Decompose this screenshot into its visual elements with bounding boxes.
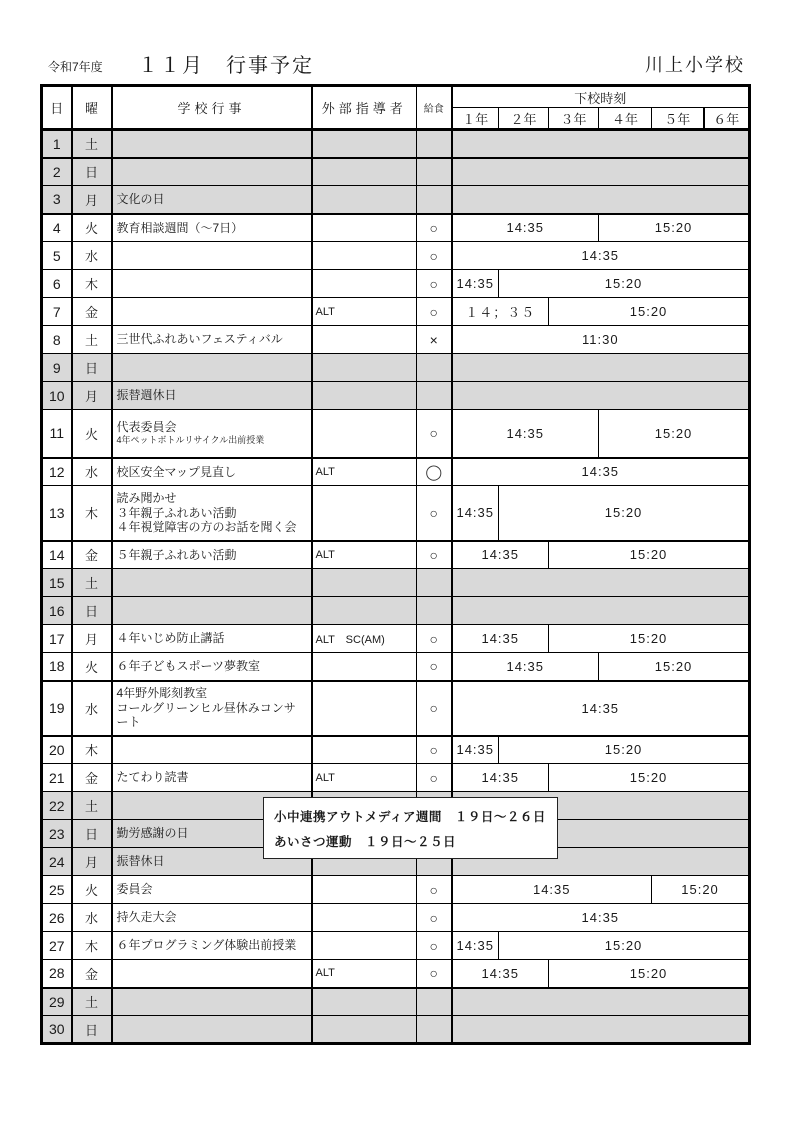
weekday-cell: 金 (72, 298, 112, 326)
lunch-cell (417, 130, 452, 158)
table-row (42, 382, 750, 410)
day-cell: 5 (42, 242, 72, 270)
dismissal-cell: 15:20 (549, 541, 750, 569)
header-lunch: 給食 (417, 86, 452, 130)
day-cell: 24 (42, 848, 72, 876)
dismissal-cell: 14:35 (452, 904, 750, 932)
dismissal-cell: 15:20 (599, 214, 750, 242)
instructor-cell (312, 736, 417, 764)
day-cell: 27 (42, 932, 72, 960)
instructor-cell (312, 932, 417, 960)
event-cell (112, 681, 312, 736)
weekday-cell: 水 (72, 681, 112, 736)
day-cell: 8 (42, 326, 72, 354)
lunch-cell (417, 186, 452, 214)
instructor-cell (312, 1016, 417, 1044)
instructor-cell: ALT (312, 458, 417, 486)
event-cell (112, 382, 312, 410)
weekday-cell: 水 (72, 242, 112, 270)
event-cell (112, 569, 312, 597)
day-cell: 14 (42, 541, 72, 569)
table-row (42, 486, 750, 541)
dismissal-cell: 14:35 (452, 681, 750, 736)
day-cell: 23 (42, 820, 72, 848)
dismissal-cell (452, 382, 750, 410)
header-day: 日 (42, 86, 72, 130)
weekday-cell: 土 (72, 792, 112, 820)
event-text: 委員会 (116, 882, 153, 897)
weekday-cell: 火 (72, 653, 112, 681)
weekday-cell: 土 (72, 569, 112, 597)
day-cell: 11 (42, 410, 72, 458)
schedule-body (42, 130, 750, 1044)
event-text: 持久走大会 (116, 910, 177, 925)
dismissal-cell (452, 186, 750, 214)
table-row (42, 1016, 750, 1044)
event-cell (112, 410, 312, 458)
table-row (42, 653, 750, 681)
event-cell (112, 326, 312, 354)
event-cell (112, 158, 312, 186)
instructor-cell (312, 597, 417, 625)
header-weekday: 曜 (72, 86, 112, 130)
dismissal-cell: 14:35 (452, 932, 499, 960)
event-text: ３年親子ふれあい活動 (116, 505, 237, 520)
weekday-cell: 火 (72, 876, 112, 904)
table-row (42, 354, 750, 382)
table-row (42, 541, 750, 569)
lunch-cell: ○ (417, 904, 452, 932)
overlay-note-box (263, 797, 558, 859)
event-text: ６年子どもスポーツ夢教室 (116, 659, 261, 674)
weekday-cell: 金 (72, 960, 112, 988)
dismissal-cell: 14:35 (452, 541, 549, 569)
event-text: コールグリーンヒル昼休みコンサート (116, 700, 296, 730)
lunch-cell (417, 158, 452, 186)
event-text: ６年プログラミング体験出前授業 (116, 938, 297, 953)
dismissal-cell (452, 597, 750, 625)
day-cell: 16 (42, 597, 72, 625)
event-cell (112, 354, 312, 382)
header-event: 学校行事 (112, 86, 312, 130)
event-cell (112, 130, 312, 158)
day-cell: 6 (42, 270, 72, 298)
header-instructor: 外部指導者 (312, 86, 417, 130)
event-text: ４年視覚障害の方のお話を聞く会 (116, 519, 297, 534)
day-cell: 28 (42, 960, 72, 988)
weekday-cell: 土 (72, 130, 112, 158)
dismissal-cell: 14:35 (452, 410, 599, 458)
weekday-cell: 水 (72, 904, 112, 932)
table-row (42, 214, 750, 242)
day-cell: 21 (42, 764, 72, 792)
day-cell: 3 (42, 186, 72, 214)
event-cell (112, 625, 312, 653)
event-text: ５年親子ふれあい活動 (116, 547, 237, 562)
day-cell: 9 (42, 354, 72, 382)
dismissal-cell: 14:35 (452, 764, 549, 792)
instructor-cell (312, 270, 417, 298)
lunch-cell: ○ (417, 242, 452, 270)
day-cell: 17 (42, 625, 72, 653)
event-cell (112, 988, 312, 1016)
header-row-main (42, 86, 750, 108)
lunch-cell: ○ (417, 625, 452, 653)
header-dismissal-time: 下校時刻 (452, 86, 750, 108)
dismissal-cell (452, 130, 750, 158)
weekday-cell: 日 (72, 354, 112, 382)
event-text: 勤労感謝の日 (116, 826, 189, 841)
weekday-cell: 月 (72, 186, 112, 214)
event-cell (112, 764, 312, 792)
instructor-cell (312, 681, 417, 736)
dismissal-cell: 15:20 (499, 486, 750, 541)
event-cell (112, 242, 312, 270)
instructor-cell: ALT SC(AM) (312, 625, 417, 653)
header-grade-6: ６年 (704, 108, 750, 130)
event-cell (112, 270, 312, 298)
table-row (42, 569, 750, 597)
lunch-cell: ○ (417, 298, 452, 326)
weekday-cell: 日 (72, 597, 112, 625)
weekday-cell: 水 (72, 458, 112, 486)
day-cell: 26 (42, 904, 72, 932)
page-title: １１月 行事予定 (138, 55, 314, 77)
weekday-cell: 月 (72, 382, 112, 410)
dismissal-cell (452, 569, 750, 597)
note-line-greeting-campaign: あいさつ運動 １９日～２５日 (274, 834, 457, 849)
instructor-cell: ALT (312, 298, 417, 326)
event-text: 4年ペットボトルリサイクル出前授業 (116, 434, 265, 445)
day-cell: 13 (42, 486, 72, 541)
instructor-cell (312, 158, 417, 186)
event-text: 振替週休日 (116, 388, 177, 403)
weekday-cell: 日 (72, 158, 112, 186)
instructor-cell (312, 876, 417, 904)
table-row (42, 988, 750, 1016)
lunch-cell: ○ (417, 270, 452, 298)
table-row (42, 242, 750, 270)
table-row (42, 130, 750, 158)
weekday-cell: 木 (72, 932, 112, 960)
event-cell (112, 736, 312, 764)
instructor-cell (312, 904, 417, 932)
table-row (42, 298, 750, 326)
instructor-cell (312, 242, 417, 270)
table-row (42, 326, 750, 354)
instructor-cell (312, 410, 417, 458)
event-cell (112, 876, 312, 904)
weekday-cell: 月 (72, 848, 112, 876)
lunch-cell (417, 988, 452, 1016)
dismissal-cell (452, 354, 750, 382)
dismissal-cell: 15:20 (499, 270, 750, 298)
dismissal-cell: 15:20 (549, 298, 750, 326)
dismissal-cell (452, 988, 750, 1016)
table-row (42, 597, 750, 625)
lunch-cell: ○ (417, 876, 452, 904)
lunch-cell: × (417, 326, 452, 354)
instructor-cell (312, 486, 417, 541)
day-cell: 1 (42, 130, 72, 158)
dismissal-cell: 14:35 (452, 270, 499, 298)
table-row (42, 932, 750, 960)
instructor-cell (312, 326, 417, 354)
lunch-cell: ○ (417, 486, 452, 541)
lunch-cell: ○ (417, 653, 452, 681)
instructor-cell (312, 569, 417, 597)
weekday-cell: 日 (72, 1016, 112, 1044)
event-text: 代表委員会 (116, 420, 177, 435)
lunch-cell: ○ (417, 764, 452, 792)
dismissal-cell: 15:20 (652, 876, 750, 904)
table-header (42, 86, 750, 130)
lunch-cell (417, 569, 452, 597)
lunch-cell: ○ (417, 932, 452, 960)
header-grade-2: ２年 (499, 108, 549, 130)
dismissal-cell: 14:35 (452, 625, 549, 653)
instructor-cell: ALT (312, 960, 417, 988)
dismissal-cell: 11:30 (452, 326, 750, 354)
lunch-cell: ○ (417, 960, 452, 988)
event-cell (112, 1016, 312, 1044)
lunch-cell (417, 1016, 452, 1044)
table-row (42, 960, 750, 988)
event-cell (112, 458, 312, 486)
instructor-cell (312, 988, 417, 1016)
day-cell: 2 (42, 158, 72, 186)
table-row (42, 904, 750, 932)
weekday-cell: 木 (72, 270, 112, 298)
header-grade-5: ５年 (652, 108, 704, 130)
header-grade-3: ３年 (549, 108, 599, 130)
school-name: 川上小学校 (645, 55, 745, 75)
event-text: たてわり読書 (116, 770, 189, 785)
event-cell (112, 653, 312, 681)
dismissal-cell: １４；３５ (452, 298, 549, 326)
day-cell: 20 (42, 736, 72, 764)
weekday-cell: 土 (72, 988, 112, 1016)
dismissal-cell: 14:35 (452, 960, 549, 988)
table-row (42, 681, 750, 736)
instructor-cell: ALT (312, 764, 417, 792)
schedule-table (40, 84, 751, 1045)
fiscal-year-label: 令和7年度 (48, 60, 103, 74)
event-text: 校区安全マップ見直し (116, 464, 237, 479)
dismissal-cell: 15:20 (599, 653, 750, 681)
weekday-cell: 土 (72, 326, 112, 354)
weekday-cell: 金 (72, 541, 112, 569)
event-cell (112, 904, 312, 932)
day-cell: 29 (42, 988, 72, 1016)
day-cell: 25 (42, 876, 72, 904)
dismissal-cell: 15:20 (499, 736, 750, 764)
instructor-cell (312, 214, 417, 242)
day-cell: 18 (42, 653, 72, 681)
event-cell (112, 186, 312, 214)
weekday-cell: 火 (72, 410, 112, 458)
table-row (42, 186, 750, 214)
event-text: 三世代ふれあいフェスティバル (116, 332, 283, 347)
lunch-cell: ○ (417, 214, 452, 242)
dismissal-cell: 14:35 (452, 242, 750, 270)
table-row (42, 410, 750, 458)
table-row (42, 158, 750, 186)
table-row (42, 270, 750, 298)
dismissal-cell: 14:35 (452, 876, 652, 904)
instructor-cell (312, 354, 417, 382)
instructor-cell (312, 130, 417, 158)
weekday-cell: 金 (72, 764, 112, 792)
event-text: 教育相談週間（～7日） (116, 220, 244, 235)
day-cell: 15 (42, 569, 72, 597)
table-row (42, 625, 750, 653)
dismissal-cell: 14:35 (452, 458, 750, 486)
dismissal-cell: 14:35 (452, 736, 499, 764)
event-text: 読み聞かせ (116, 491, 177, 506)
day-cell: 4 (42, 214, 72, 242)
table-row (42, 876, 750, 904)
dismissal-cell: 15:20 (599, 410, 750, 458)
event-cell (112, 298, 312, 326)
instructor-cell (312, 382, 417, 410)
lunch-cell: ○ (417, 410, 452, 458)
dismissal-cell: 15:20 (549, 960, 750, 988)
event-cell (112, 597, 312, 625)
dismissal-cell (452, 1016, 750, 1044)
event-cell (112, 932, 312, 960)
event-cell (112, 486, 312, 541)
lunch-cell: ○ (417, 681, 452, 736)
dismissal-cell: 14:35 (452, 214, 599, 242)
instructor-cell (312, 186, 417, 214)
event-text: 振替休日 (116, 854, 165, 869)
lunch-cell: ○ (417, 541, 452, 569)
weekday-cell: 火 (72, 214, 112, 242)
weekday-cell: 木 (72, 736, 112, 764)
dismissal-cell (452, 158, 750, 186)
table-row (42, 764, 750, 792)
day-cell: 30 (42, 1016, 72, 1044)
table-row (42, 736, 750, 764)
event-cell (112, 960, 312, 988)
table-row (42, 458, 750, 486)
event-cell (112, 214, 312, 242)
day-cell: 10 (42, 382, 72, 410)
lunch-cell (417, 597, 452, 625)
dismissal-cell: 14:35 (452, 653, 599, 681)
dismissal-cell: 15:20 (549, 764, 750, 792)
event-text: 4年野外彫刻教室 (116, 686, 208, 701)
day-cell: 22 (42, 792, 72, 820)
event-text: ４年いじめ防止講話 (116, 631, 225, 646)
event-cell (112, 541, 312, 569)
weekday-cell: 木 (72, 486, 112, 541)
dismissal-cell: 15:20 (499, 932, 750, 960)
header-grade-4: ４年 (599, 108, 652, 130)
event-text: 文化の日 (116, 192, 165, 207)
weekday-cell: 日 (72, 820, 112, 848)
day-cell: 12 (42, 458, 72, 486)
day-cell: 19 (42, 681, 72, 736)
note-line-outmedia-week: 小中連携アウトメディア週間 １９日～２６日 (274, 809, 546, 824)
dismissal-cell: 14:35 (452, 486, 499, 541)
instructor-cell (312, 653, 417, 681)
lunch-cell (417, 382, 452, 410)
lunch-cell: ◯ (417, 458, 452, 486)
header-grade-1: １年 (452, 108, 499, 130)
dismissal-cell: 15:20 (549, 625, 750, 653)
weekday-cell: 月 (72, 625, 112, 653)
day-cell: 7 (42, 298, 72, 326)
lunch-cell: ○ (417, 736, 452, 764)
lunch-cell (417, 354, 452, 382)
instructor-cell: ALT (312, 541, 417, 569)
